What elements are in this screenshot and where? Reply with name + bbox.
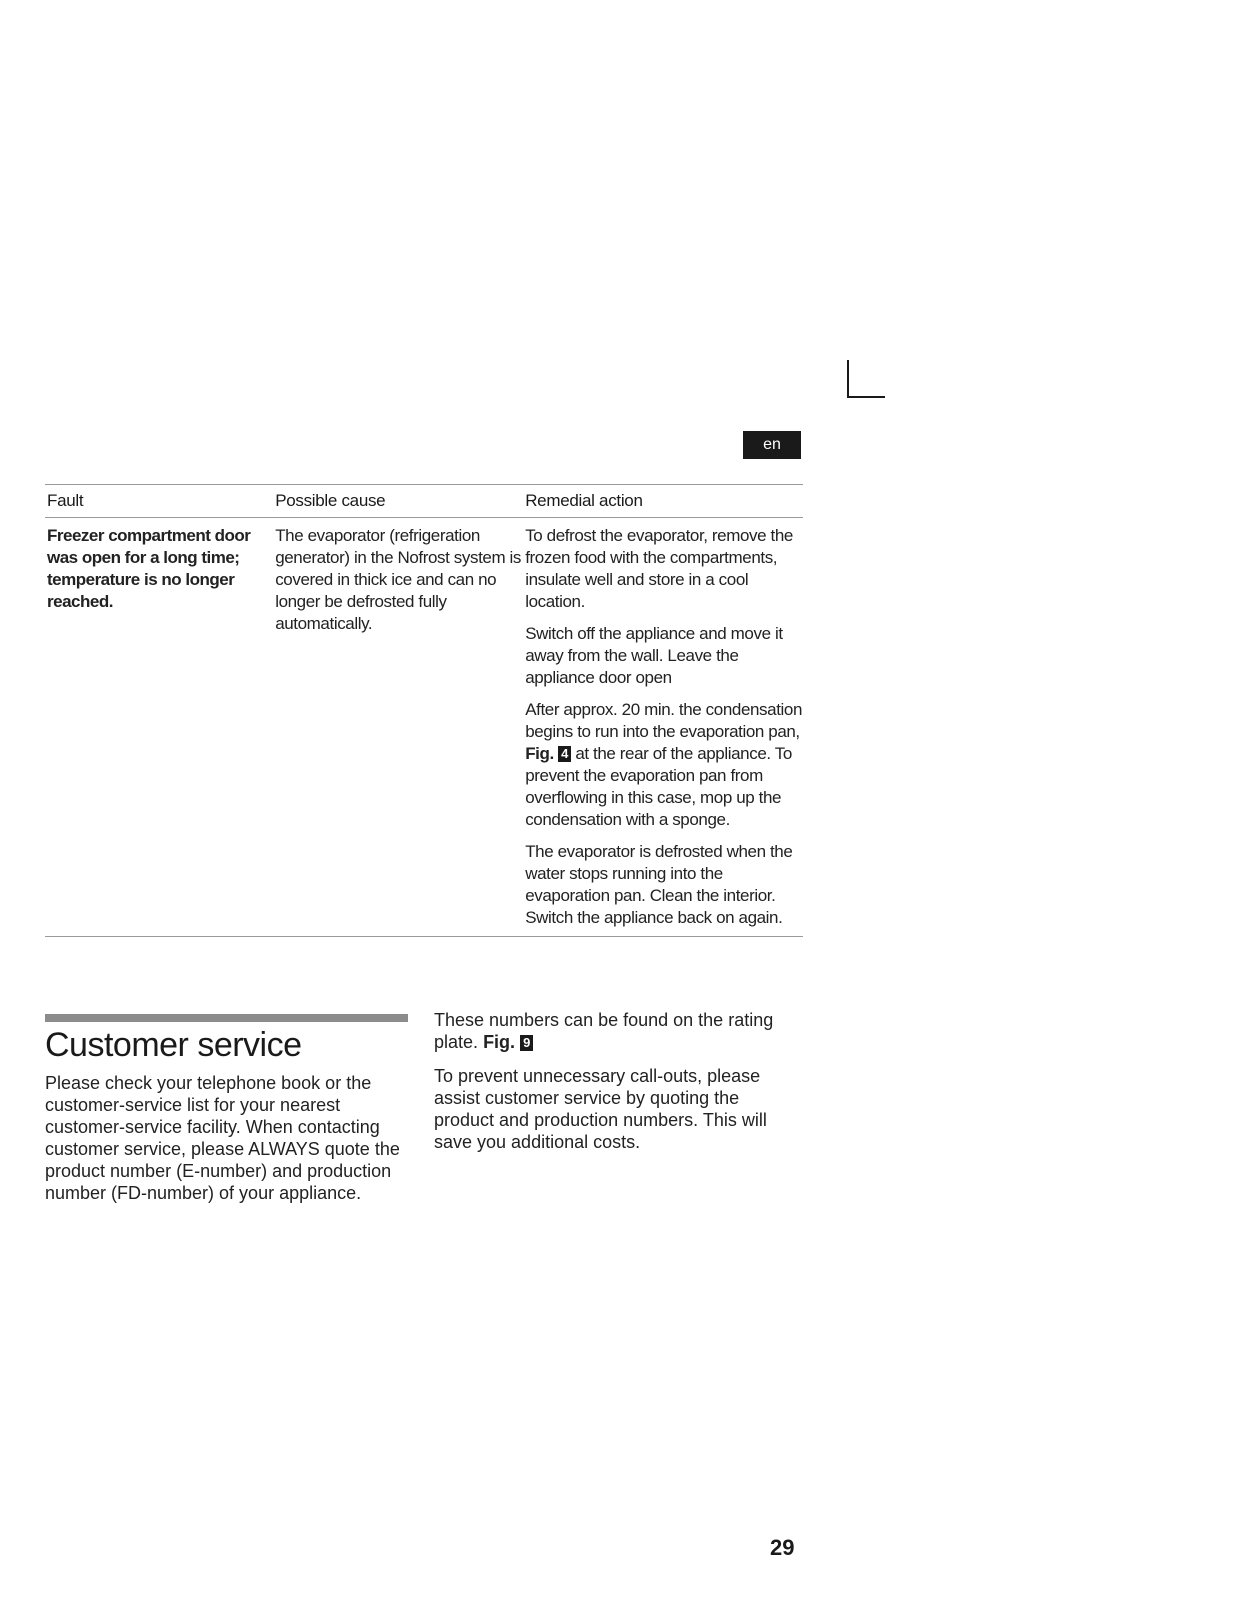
section-title: Customer service (45, 1026, 302, 1064)
rating-plate-paragraph (434, 1009, 804, 1053)
figure-reference-label: Fig. (483, 1032, 516, 1052)
action-step-3-text-before: After approx. 20 min. the condensation begins to run into the evaporation pan, (525, 700, 803, 741)
header-possible-cause: Possible cause (275, 491, 386, 510)
table-bottom-rule (45, 936, 803, 937)
fault-cell: Freezer compartment door was open for a long time; temperature is no longer reached. (47, 526, 251, 611)
section-heading-bar (45, 1014, 408, 1022)
customer-service-right-column (434, 1009, 804, 1165)
rating-plate-text: These numbers can be found on the rating plate. (434, 1010, 774, 1052)
header-remedial-action: Remedial action (525, 491, 643, 510)
action-step-3 (525, 699, 803, 831)
action-step-1: To defrost the evaporator, remove the frozen food with the compartments, insulate well and store in a cool location. (525, 526, 793, 611)
action-step-3-text-after: at the rear of the appliance. To prevent the evaporation pan from overflowing in this case, mop up the condensation with a sponge. (525, 744, 792, 829)
figure-reference-label: Fig. (525, 744, 554, 763)
figure-number-badge: 4 (558, 746, 571, 762)
table-header-row (45, 485, 803, 517)
customer-service-intro: Please check your telephone book or the customer-service list for your nearest customer-service facility. When contacting customer service, please ALWAYS quote the product number (E-number) and production number (FD-number) of your appliance. (45, 1073, 400, 1203)
header-fault: Fault (47, 491, 84, 510)
table-row (45, 518, 803, 936)
page-number: 29 (770, 1535, 795, 1560)
call-out-paragraph: To prevent unnecessary call-outs, please assist customer service by quoting the product and production numbers. This will save you additional costs. (434, 1066, 767, 1152)
crop-mark-vertical (847, 360, 849, 398)
cause-cell: The evaporator (refrigeration generator) in the Nofrost system is covered in thick ice and can no longer be defrosted fully automatically. (275, 526, 522, 633)
language-badge: en (743, 431, 801, 459)
action-step-2: Switch off the appliance and move it away from the wall. Leave the appliance door open (525, 624, 783, 687)
action-step-4: The evaporator is defrosted when the water stops running into the evaporation pan. Clean the interior. Switch the appliance back on again. (525, 842, 793, 927)
troubleshooting-table (45, 484, 803, 937)
crop-mark-horizontal (847, 396, 885, 398)
action-cell (523, 518, 803, 936)
figure-number-badge: 9 (520, 1035, 533, 1051)
